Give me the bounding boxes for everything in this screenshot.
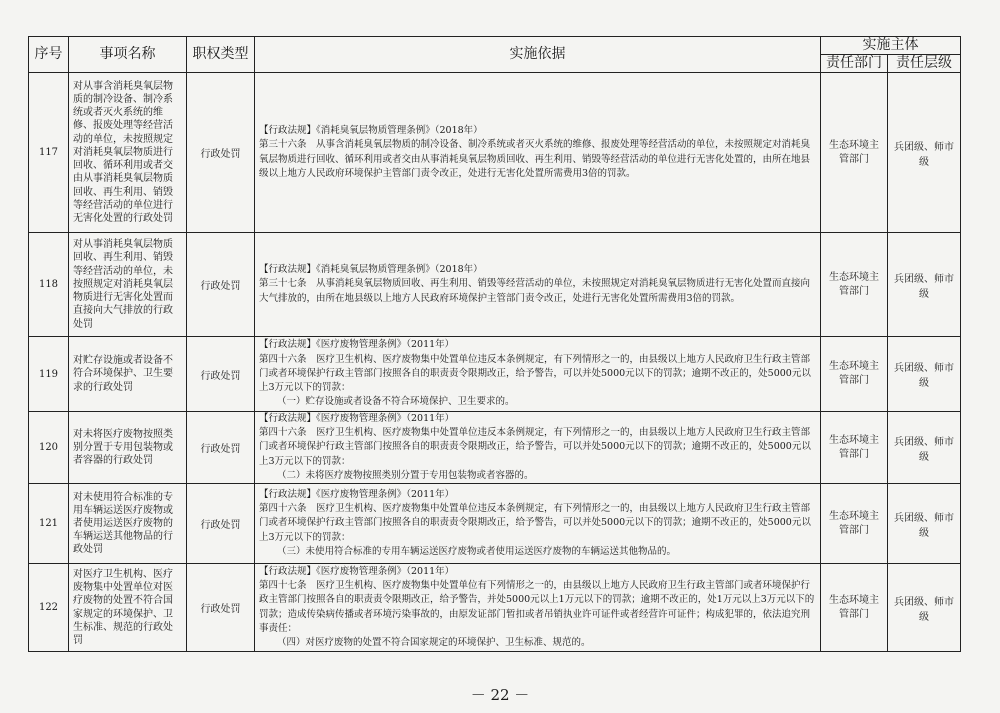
- responsible-department: 生态环境主管部门: [821, 337, 888, 412]
- table-row: [29, 412, 961, 484]
- header-basis: 实施依据: [255, 37, 821, 73]
- basis-clause: （三）未使用符合标准的专用车辆运送医疗废物或者使用运送医疗废物的车辆运送其他物品的。: [277, 545, 677, 557]
- item-name: 对医疗卫生机构、医疗废物集中处置单位对医疗废物的处置不符合国家规定的环境保护、卫生标准、规范的行政处罚: [69, 564, 187, 652]
- item-name: 对从事消耗臭氧层物质回收、再生利用、销毁等经营活动的单位，未按照规定对消耗臭氧层物质进行无害化处置而直接向大气排放的行政处罚: [69, 233, 187, 337]
- row-number: 118: [29, 233, 69, 337]
- basis-title: 【行政法规】《医疗废物管理条例》（2011年）: [259, 565, 455, 577]
- authority-type: 行政处罚: [187, 233, 255, 337]
- table-row: [29, 73, 961, 233]
- basis-title: 【行政法规】《医疗废物管理条例》（2011年）: [259, 339, 455, 351]
- row-number: 122: [29, 564, 69, 652]
- basis-title: 【行政法规】《消耗臭氧层物质管理条例》（2018年）: [259, 125, 483, 137]
- authority-type: 行政处罚: [187, 73, 255, 233]
- basis-title: 【行政法规】《医疗废物管理条例》（2011年）: [259, 489, 455, 500]
- authority-type: 行政处罚: [187, 337, 255, 412]
- header-type: 职权类型: [187, 37, 255, 73]
- responsibility-level: 兵团级、师市级: [888, 73, 961, 233]
- responsibility-level: 兵团级、师市级: [888, 233, 961, 337]
- header-dept: 责任部门: [821, 55, 888, 73]
- basis-title: 【行政法规】《消耗臭氧层物质管理条例》（2018年）: [259, 264, 483, 276]
- page-number: － 22 －: [470, 686, 530, 704]
- header-item: 事项名称: [69, 37, 187, 73]
- responsibility-level: 兵团级、师市级: [888, 484, 961, 564]
- basis-text: 第四十六条 医疗卫生机构、医疗废物集中处置单位违反本条例规定，有下列情形之一的，由县级以上地方人民政府卫生行政主管部门或者环境保护行政主管部门按照各自的职责责令限期改正，给予警告，可以并处5000元以下的罚款；逾期不改正的，处5000元以上3万元以下的罚款：: [259, 503, 811, 543]
- legal-basis: [255, 484, 821, 564]
- basis-clause: （二）未将医疗废物按照类别分置于专用包装物或者容器的。: [277, 469, 534, 481]
- responsible-department: 生态环境主管部门: [821, 233, 888, 337]
- basis-clause: （一）贮存设施或者设备不符合环境保护、卫生要求的。: [277, 396, 515, 408]
- responsible-department: 生态环境主管部门: [821, 73, 888, 233]
- basis-text: 第三十七条 从事消耗臭氧层物质回收、再生利用、销毁等经营活动的单位，未按照规定对消耗臭氧层物质进行无害化处置而直接向大气排放的，由所在地县级以上地方人民政府环境保护主管部门责令改正，处进行无害化处置所需费用3倍的罚款。: [259, 278, 811, 304]
- responsibility-level: 兵团级、师市级: [888, 337, 961, 412]
- authority-type: 行政处罚: [187, 484, 255, 564]
- basis-text: 第四十六条 医疗卫生机构、医疗废物集中处置单位违反本条例规定，有下列情形之一的，由县级以上地方人民政府卫生行政主管部门或者环境保护行政主管部门按照各自的职责责令限期改正，给予警告，可以并处5000元以下的罚款；逾期不改正的，处5000元以上3万元以下的罚款：: [259, 427, 811, 467]
- basis-text: 第三十六条 从事含消耗臭氧层物质的制冷设备、制冷系统或者灭火系统的维修、报废处理等经营活动的单位，未按照规定对消耗臭氧层物质进行回收、循环利用或者交由从事消耗臭氧层物质回收、再生利用、销毁等经营活动的单位进行无害化处置的，由所在地县级以上地方人民政府环境保护主管部门责令改正，处进行无害化处置所需费用3倍的罚款。: [259, 139, 811, 179]
- row-number: 121: [29, 484, 69, 564]
- responsible-department: 生态环境主管部门: [821, 564, 888, 652]
- legal-basis: [255, 233, 821, 337]
- item-name: 对未使用符合标准的专用车辆运送医疗废物或者使用运送医疗废物的车辆运送其他物品的行政处罚: [69, 484, 187, 564]
- basis-clause: （四）对医疗废物的处置不符合国家规定的环境保护、卫生标准、规范的。: [277, 636, 591, 648]
- basis-title: 【行政法规】《医疗废物管理条例》（2011年）: [259, 413, 455, 424]
- authority-type: 行政处罚: [187, 564, 255, 652]
- administrative-penalty-table: [28, 36, 961, 652]
- item-name: 对贮存设施或者设备不符合环境保护、卫生要求的行政处罚: [69, 337, 187, 412]
- table-row: [29, 564, 961, 652]
- responsible-department: 生态环境主管部门: [821, 484, 888, 564]
- row-number: 120: [29, 412, 69, 484]
- authority-type: 行政处罚: [187, 412, 255, 484]
- responsibility-level: 兵团级、师市级: [888, 564, 961, 652]
- responsibility-level: 兵团级、师市级: [888, 412, 961, 484]
- row-number: 119: [29, 337, 69, 412]
- legal-basis: [255, 337, 821, 412]
- legal-basis: [255, 73, 821, 233]
- legal-basis: [255, 564, 821, 652]
- header-subject: 实施主体: [821, 37, 961, 55]
- basis-text: 第四十六条 医疗卫生机构、医疗废物集中处置单位违反本条例规定，有下列情形之一的，由县级以上地方人民政府卫生行政主管部门或者环境保护行政主管部门按照各自的职责责令限期改正，给予警告，可以并处5000元以下的罚款；逾期不改正的，处5000元以上3万元以下的罚款：: [259, 353, 811, 394]
- responsible-department: 生态环境主管部门: [821, 412, 888, 484]
- item-name: 对从事含消耗臭氧层物质的制冷设备、制冷系统或者灭火系统的维修、报废处理等经营活动的单位，未按照规定对消耗臭氧层物质进行回收、循环利用或者交由从事消耗臭氧层物质回收、再生利用、销毁等经营活动的单位进行无害化处置的行政处罚: [69, 73, 187, 233]
- table-row: [29, 484, 961, 564]
- table-body: [29, 73, 961, 652]
- table-row: [29, 337, 961, 412]
- row-number: 117: [29, 73, 69, 233]
- header-level: 责任层级: [888, 55, 961, 73]
- legal-basis: [255, 412, 821, 484]
- item-name: 对未将医疗废物按照类别分置于专用包装物或者容器的行政处罚: [69, 412, 187, 484]
- basis-text: 第四十七条 医疗卫生机构、医疗废物集中处置单位有下列情形之一的，由县级以上地方人民政府卫生行政主管部门或者环境保护行政主管部门按照各自的职责责令限期改正，给予警告，并处5000元以上1万元以下的罚款；逾期不改正的，处1万元以上3万元以下的罚款；造成传染病传播或者环境污染事故的，由原发证部门暂扣或者吊销执业许可证件或者经营许可证件；构成犯罪的，依法追究刑事责任：: [259, 580, 815, 634]
- table-row: [29, 233, 961, 337]
- header-no: 序号: [29, 37, 69, 73]
